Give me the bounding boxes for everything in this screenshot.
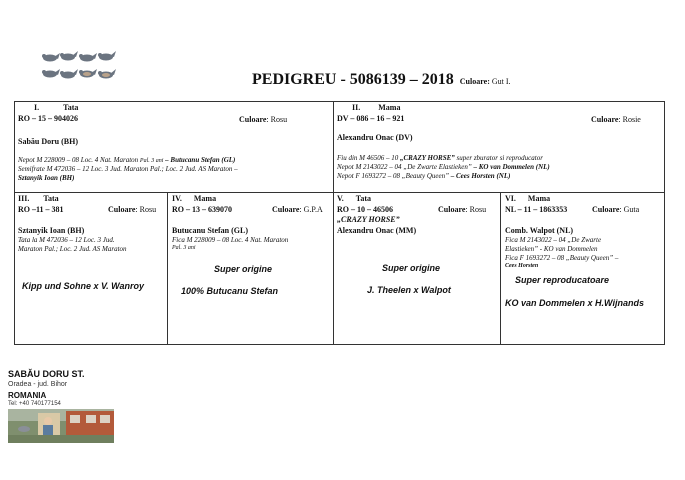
gp6-color-label: Culoare (592, 205, 620, 214)
sire-color-label: Culoare (239, 115, 267, 124)
dam-line1 (337, 154, 543, 163)
gp5-name: „CRAZY HORSE” (337, 215, 400, 224)
dam-line1c: super zburator si reproducator (456, 154, 543, 162)
gp6-line3: Fica F 1693272 – 08 „Beauty Queen” – (505, 254, 619, 262)
gp4-line1: Fica M 228009 – 08 Loc. 4 Nat. Maraton (172, 236, 289, 244)
sire-owner: Sabău Doru (BH) (18, 137, 79, 146)
loft-photo (8, 409, 114, 443)
gp3-line2: Maraton Pal.; Loc. 2 Jud. AS Maraton (18, 245, 127, 253)
gp6-owner: Comb. Walpot (NL) (505, 226, 574, 235)
gp6-color (592, 205, 639, 215)
gp5-color-label: Culoare (438, 205, 466, 214)
gp4-owner: Butucanu Stefan (GL) (172, 226, 249, 235)
pedigree-title: PEDIGREU - 5086139 – 2018 (252, 71, 454, 88)
gp6-line1: Fica M 2143022 – 04 „De Zwarte (505, 236, 602, 244)
gp4-ring: RO – 13 – 639070 (172, 205, 232, 214)
gp6-line2: Elastieken” - KO van Dommelen (505, 245, 598, 253)
gp5-ring: RO – 10 – 46506 (337, 205, 393, 214)
dam-line1b: „CRAZY HORSE” (400, 154, 455, 162)
gp6-color-value: : Guta (619, 205, 640, 214)
gp5-header (337, 194, 371, 203)
gp6-ring: NL – 11 – 1863353 (505, 205, 568, 214)
dam-line2b: „De Zwarte Elastieken” (403, 163, 472, 171)
gp3-owner: Sztanyik Ioan (BH) (18, 226, 85, 235)
sire-line3: Sztanyik Ioan (BH) (18, 174, 75, 182)
gp3-num: III. (18, 194, 30, 203)
dam-line3 (337, 172, 510, 181)
breeder-phone: Tel: +40 740177154 (8, 401, 61, 407)
sire-line1b: Pal. 3 ani (139, 158, 164, 164)
gp4-line2: Pal. 3 ani (172, 245, 196, 251)
gp3-ring: RO –11 – 381 (18, 205, 64, 214)
dam-ring: DV – 086 – 16 – 921 (337, 114, 405, 123)
gp4-num: IV. (172, 194, 182, 203)
breeder-name: SABĂU DORU ST. (8, 369, 85, 379)
gp5-color-value: : Rosu (465, 205, 487, 214)
gp5-role: Tata (355, 194, 372, 203)
gp3-color-label: Culoare (108, 205, 136, 214)
pigeon-logo (40, 48, 120, 84)
gp4-role: Mama (193, 194, 217, 203)
gp4-super: Super origine (214, 264, 273, 274)
sire-ring: RO – 15 – 904026 (18, 114, 78, 123)
gp3-color (108, 205, 156, 215)
gp4-color-value: : G.P.A (299, 205, 323, 214)
dam-line3a: Nepot F 1693272 – 08 (337, 172, 400, 180)
gp5-color (438, 205, 486, 215)
dam-num: II. (352, 103, 361, 112)
gp5-origin: J. Theelen x Walpot (367, 285, 451, 295)
dam-role: Mama (378, 103, 401, 112)
breeder-town: Oradea - jud. Bihor (8, 381, 68, 388)
gp5-owner: Alexandru Onac (MM) (337, 226, 417, 235)
dam-line2a: Nepot M 2143022 – 04 (337, 163, 402, 171)
dam-owner: Alexandru Onac (DV) (337, 133, 413, 142)
gp3-origin: Kipp und Sohne x V. Wanroy (22, 281, 145, 291)
gp6-role: Mama (527, 194, 551, 203)
sire-line1a: Nepot M 228009 – 08 Loc. 4 Nat. Maraton (18, 156, 139, 164)
sire-color (239, 115, 287, 125)
gp6-line4: Cees Horsten (505, 263, 539, 269)
sire-line1c: – Butucanu Stefan (GL) (165, 156, 236, 164)
title-color-label: Culoare: (459, 77, 490, 86)
gp3-line1: Tata la M 472036 – 12 Loc. 3 Jud. (18, 236, 115, 244)
gp5-super: Super origine (382, 263, 441, 273)
dam-line3b: „Beauty Queen” (401, 172, 449, 180)
dam-color-label: Culoare (591, 115, 619, 124)
gp6-num: VI. (505, 194, 516, 203)
sire-role: Tata (63, 103, 79, 112)
dam-line3c: – Cees Horsten (NL) (450, 172, 511, 180)
dam-color (591, 115, 641, 125)
title-color-value: Gut I. (491, 77, 511, 86)
gp4-origin: 100% Butucanu Stefan (181, 286, 279, 296)
gp3-role: Tata (43, 194, 59, 203)
gp4-color-label: Culoare (272, 205, 300, 214)
gp3-header (18, 194, 59, 203)
sire-header (34, 103, 78, 112)
dam-color-value: : Rosie (618, 115, 641, 124)
gp4-color (272, 205, 323, 215)
dam-line2c: – KO van Dommelen (NL) (473, 163, 550, 171)
sire-num: I. (34, 103, 40, 112)
gp5-num: V. (337, 194, 344, 203)
sire-color-value: : Rosu (266, 115, 288, 124)
gp6-origin: KO van Dommelen x H.Wijnands (505, 298, 644, 308)
breeder-country: ROMANIA (8, 391, 47, 400)
dam-line1a: Fiu din M 46506 – 10 (337, 154, 399, 162)
gp6-super: Super reproducatoare (515, 275, 610, 285)
sire-line2: Semifrate M 472036 – 12 Loc. 3 Jud. Maraton Pal.; Loc. 2 Jud. AS Maraton – (18, 165, 238, 173)
title-color (460, 77, 511, 86)
gp6-header (505, 194, 550, 203)
dam-header (352, 103, 400, 112)
dam-line2 (337, 163, 550, 172)
gp4-header (172, 194, 216, 203)
gp3-color-value: : Rosu (135, 205, 157, 214)
page-title (252, 71, 511, 89)
